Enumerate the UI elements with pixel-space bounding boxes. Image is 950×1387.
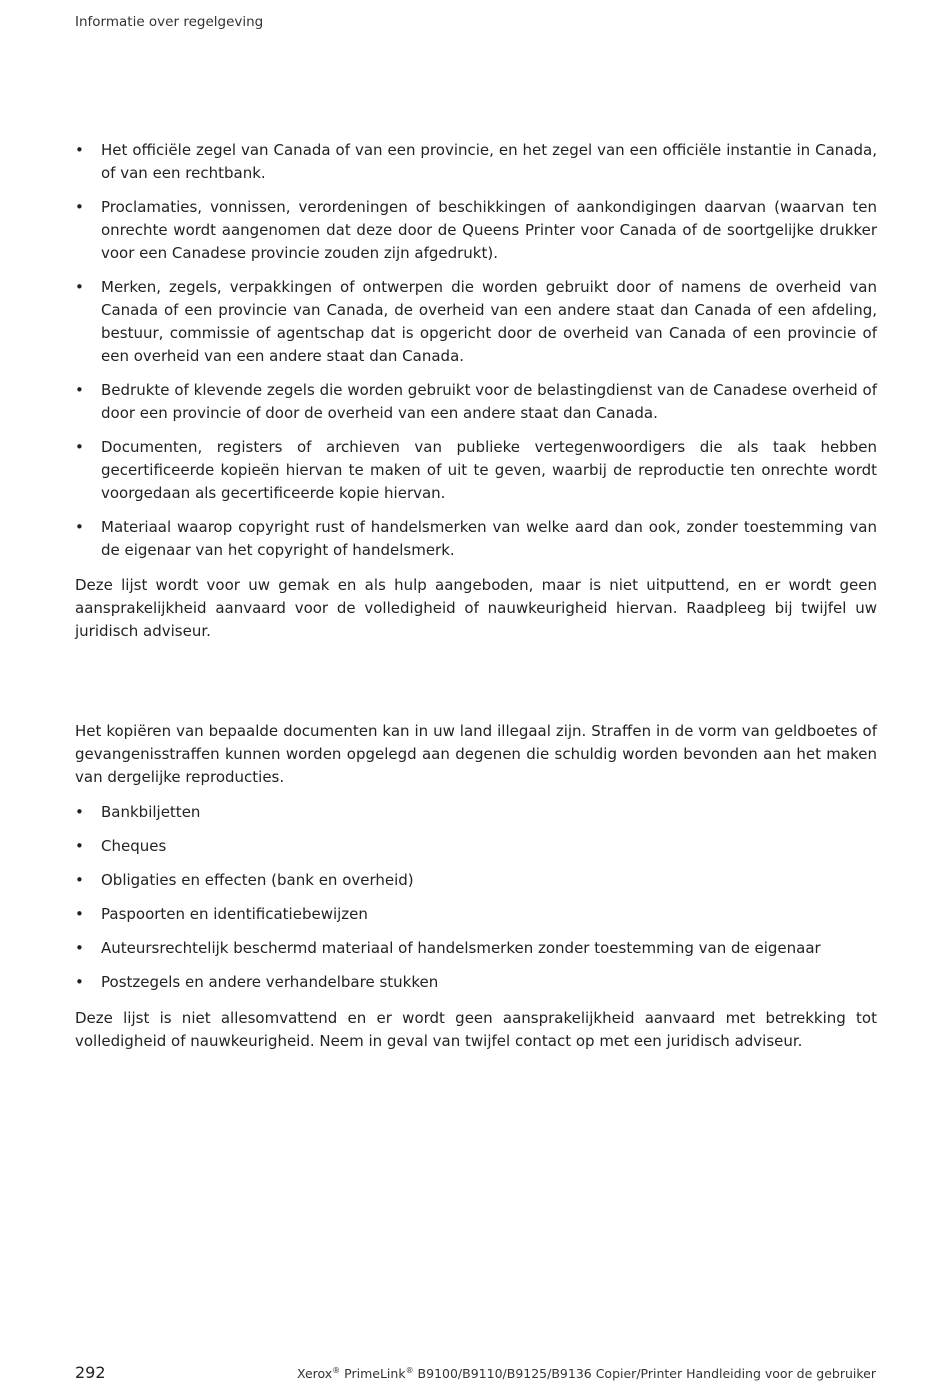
disclaimer-paragraph: Deze lijst wordt voor uw gemak en als hulp aangeboden, maar is niet uitputtend, en er wordt geen aansprakelijkheid aanvaard voor de volledigheid of nauwkeurigheid hiervan. Raadpleeg bij twijfel uw juridisch adviseur. [75,576,877,640]
bullet-icon: • [75,871,84,889]
list-item-text: Paspoorten en identificatiebewijzen [101,905,368,923]
list-item [75,903,877,926]
bullet-icon: • [75,973,84,991]
bullet-icon: • [75,803,84,821]
list-item [75,937,877,960]
list-item [75,835,877,858]
document-body [75,139,877,1053]
list-item [75,139,877,185]
bullet-icon: • [75,381,84,399]
bullet-icon: • [75,438,84,456]
list-item-text: Obligaties en effecten (bank en overheid) [101,871,414,889]
bullet-icon: • [75,939,84,957]
bullet-icon: • [75,198,84,216]
bullet-icon: • [75,278,84,296]
list-item-text: Auteursrechtelijk beschermd materiaal of handelsmerken zonder toestemming van de eigenaar [101,939,821,957]
registered-mark: ® [332,1366,341,1375]
closing-disclaimer-paragraph: Deze lijst is niet allesomvattend en er wordt geen aansprakelijkheid aanvaard met betrekking tot volledigheid of nauwkeurigheid. Neem in geval van twijfel contact op met een juridisch adviseur. [75,1009,877,1050]
list-item [75,971,877,994]
list-item [75,869,877,892]
list-item [75,516,877,562]
list-item-text: Documenten, registers of archieven van publieke vertegenwoordigers die als taak hebben gecertificeerde kopieën hiervan te maken of uit te geven, waarbij de reproductie ten onrechte wordt voorgedaan als gecertificeerde kopie hiervan. [101,438,877,502]
registered-mark: ® [405,1366,414,1375]
list-item-text: Het officiële zegel van Canada of van een provincie, en het zegel van een officiële instantie in Canada, of van een rechtbank. [101,141,877,182]
list-item-text: Proclamaties, vonnissen, verordeningen of beschikkingen of aankondigingen daarvan (waarvan ten onrechte wordt aangenomen dat deze door de Queens Printer voor Canada of de soortgelijke drukker voor een Canadese provincie zouden zijn afgedrukt). [101,198,877,262]
bullet-icon: • [75,837,84,855]
footer-product-title [297,1366,876,1381]
brand-name: Xerox [296,1366,333,1382]
product-name: PrimeLink [344,1366,406,1382]
list-item-text: Bedrukte of klevende zegels die worden gebruikt voor de belastingdienst van de Canadese overheid of door een provincie of door de overheid van een andere staat dan Canada. [101,381,877,422]
list-item [75,436,877,505]
canada-restricted-items-list [75,139,877,562]
list-item-text: Merken, zegels, verpakkingen of ontwerpen die worden gebruikt door of namens de overheid van Canada of een provincie van Canada, de overheid van een andere staat dan Canada of een afdeling, bestuur, commissie of agentschap dat is opgericht door de overheid van Canada of een provincie of een overheid van een andere staat dan Canada. [101,278,877,365]
list-item-text: Postzegels en andere verhandelbare stukken [101,973,439,991]
bullet-icon: • [75,518,84,536]
intro-paragraph: Het kopiëren van bepaalde documenten kan in uw land illegaal zijn. Straffen in de vorm van geldboetes of gevangenisstraffen kunnen worden opgelegd aan degenen die schuldig worden bevonden aan het maken van dergelijke reproducties. [75,722,877,786]
bullet-icon: • [75,905,84,923]
bullet-icon: • [75,141,84,159]
list-item [75,801,877,824]
list-item [75,276,877,368]
page-number: 292 [75,1363,106,1382]
list-item-text: Materiaal waarop copyright rust of handelsmerken van welke aard dan ook, zonder toestemming van de eigenaar van het copyright of handelsmerk. [101,518,877,559]
list-item-text: Cheques [101,837,167,855]
running-header: Informatie over regelgeving [75,14,264,30]
list-item-text: Bankbiljetten [101,803,201,821]
illegal-copies-list [75,801,877,994]
model-line: B9100/B9110/B9125/B9136 Copier/Printer Handleiding voor de gebruiker [417,1366,876,1382]
list-item [75,379,877,425]
list-item [75,196,877,265]
